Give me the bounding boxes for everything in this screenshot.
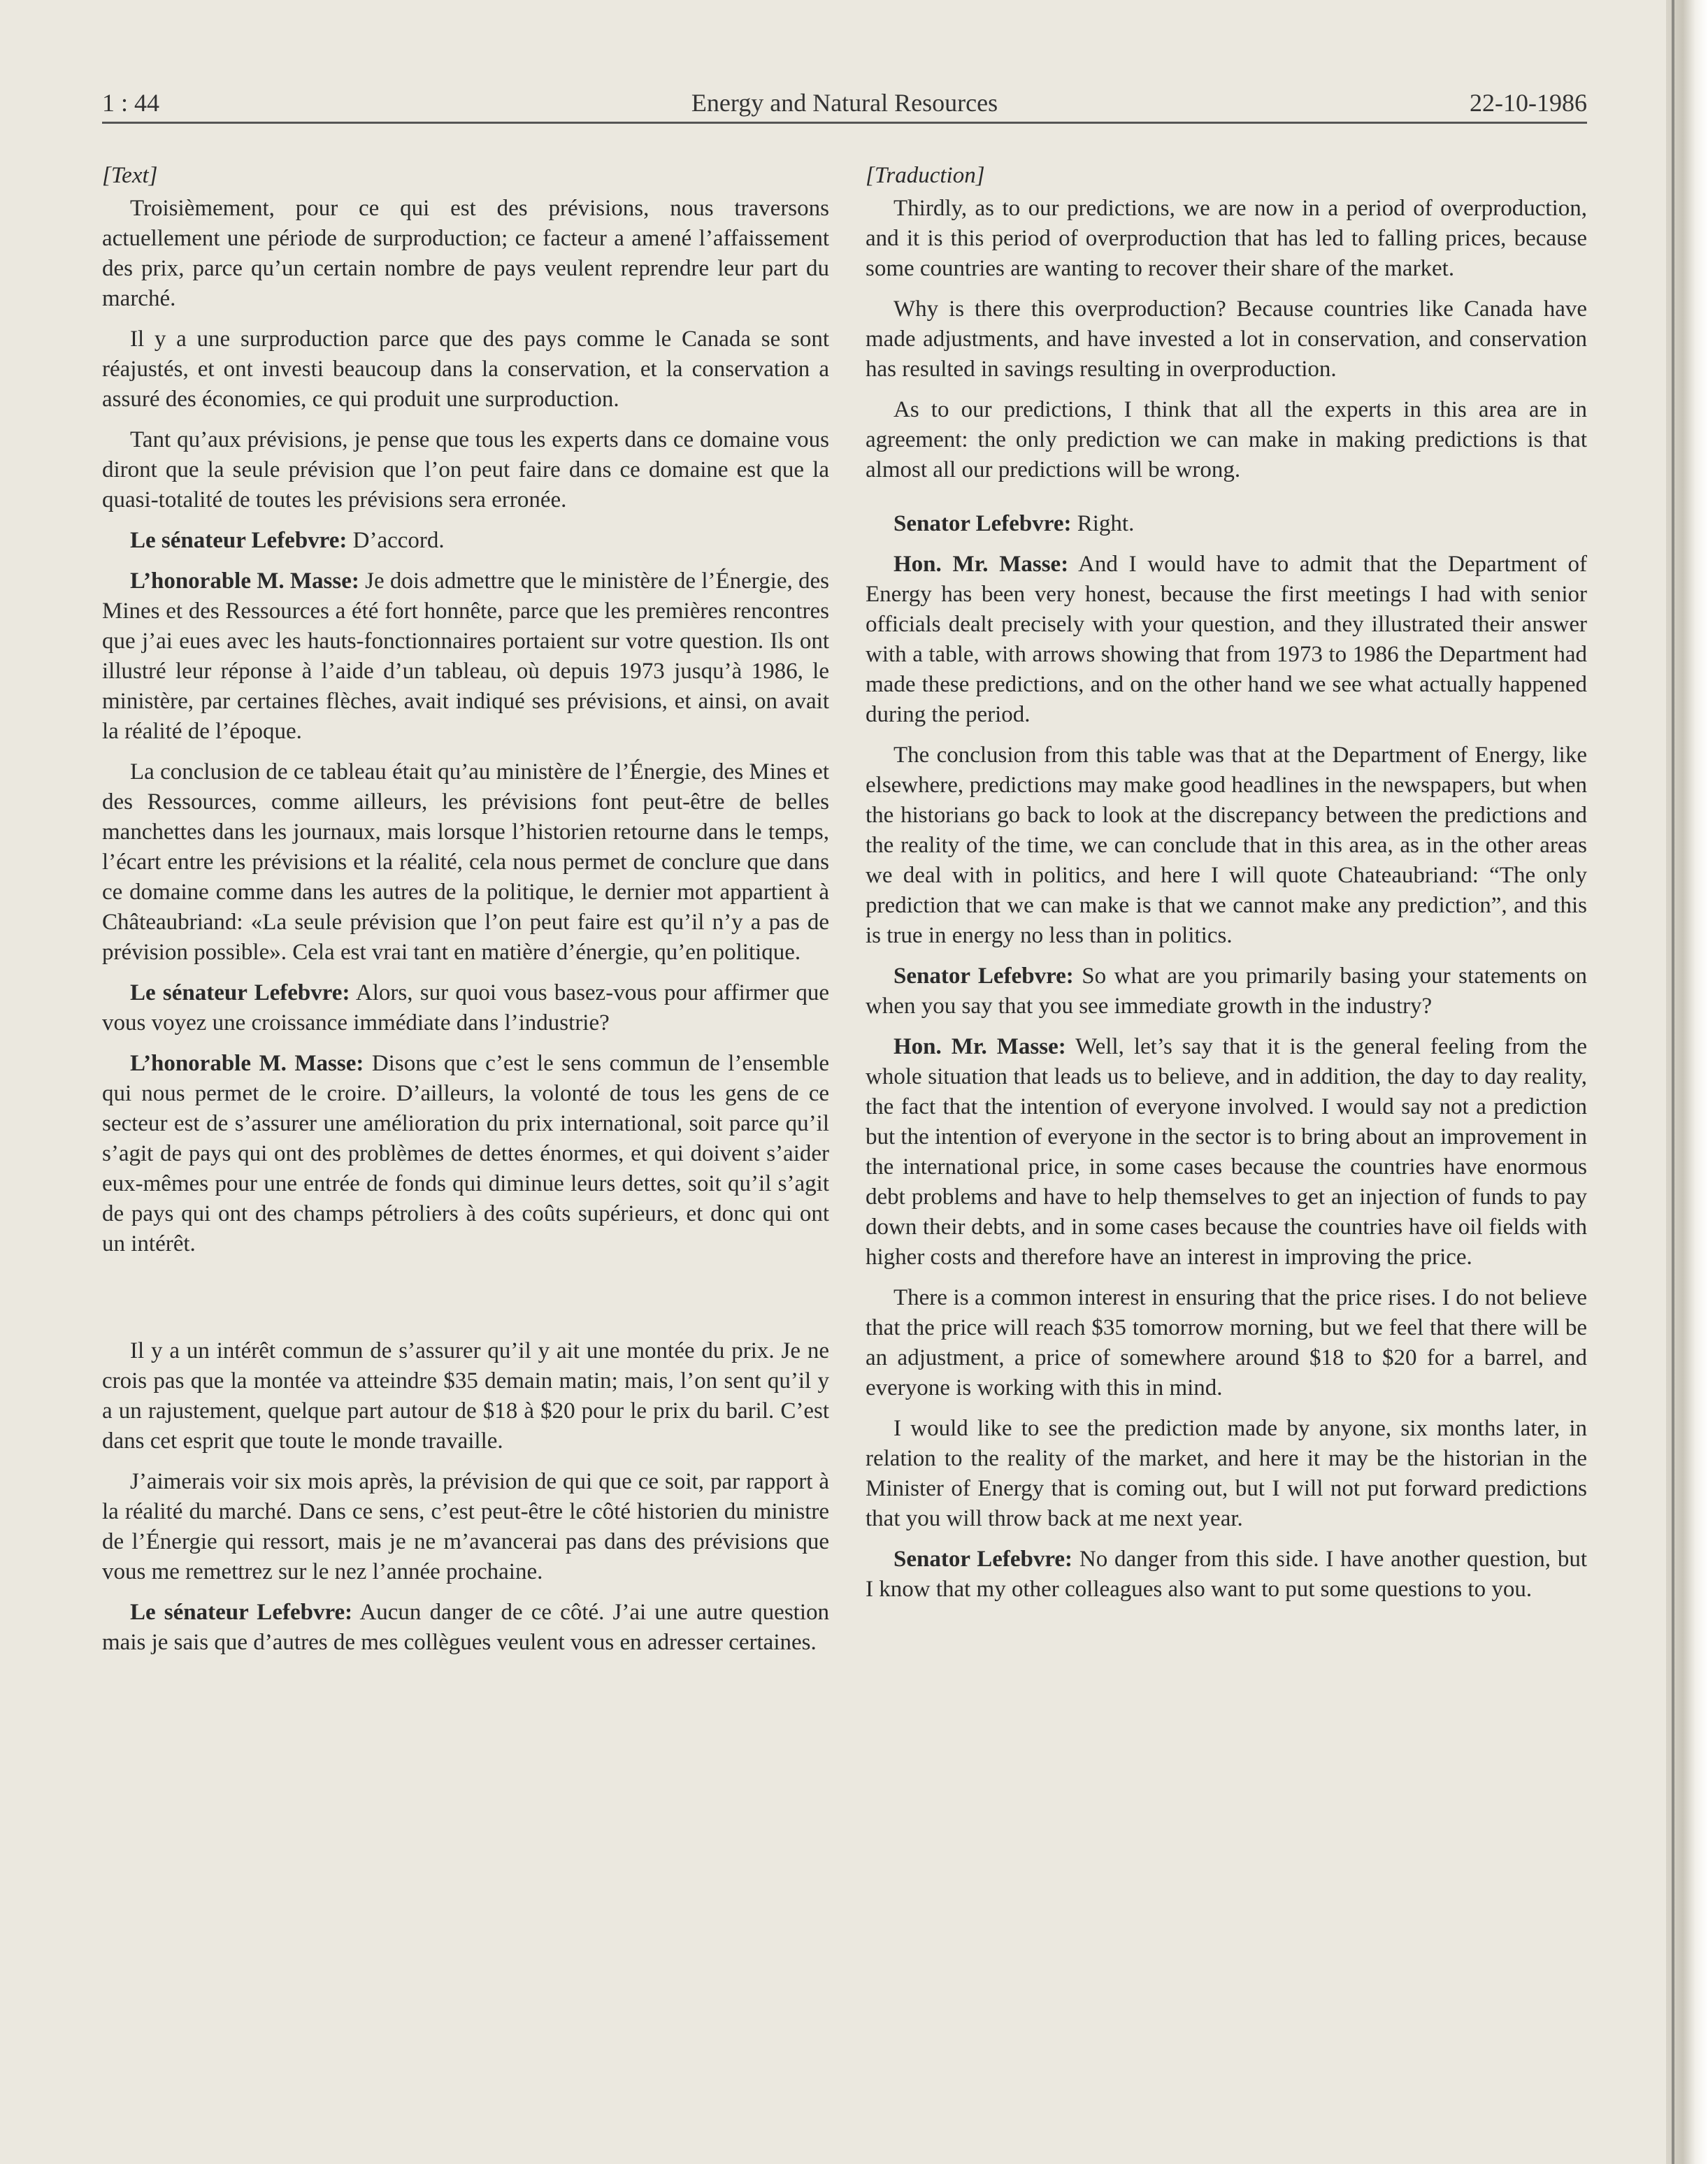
paragraph: La conclusion de ce tableau était qu’au ministère de l’Énergie, des Mines et des Ressources, comme ailleurs, les prévisions font peut-être de belles manchettes dans les journaux, mais lorsque l’historien retourne dans le temps, l’écart entre les prévisions et la réalité, cela nous permet de conclure que dans ce domaine comme dans les autres de la politique, le dernier mot appartient à Châteaubriand: «La seule prévision que l’on peut faire est qu’il n’y a pas de prévision possible». Cela est vrai tant en matière d’énergie, qu’en politique. <box>102 759 829 965</box>
page-header <box>102 83 1587 124</box>
paragraph: I would like to see the prediction made by anyone, six months later, in relation to the reality of the market, and here it may be the historian in the Minister of Energy that is coming out, but I will not put forward predictions that you will throw back at me next year. <box>866 1416 1587 1531</box>
speech-text: D’accord. <box>347 528 445 553</box>
speaker-name: Senator Lefebvre: <box>894 1547 1073 1572</box>
paragraph <box>102 1049 829 1259</box>
speaker-name: Senator Lefebvre: <box>894 963 1074 989</box>
paragraph: Why is there this overproduction? Because countries like Canada have made adjustments, and have invested a lot in conservation, and conservation has resulted in savings resulting in overproduction. <box>866 296 1587 382</box>
speaker-name: L’honorable M. Masse: <box>130 1051 364 1076</box>
header-rule <box>102 122 1587 124</box>
paragraph <box>866 961 1587 1022</box>
page-edge-line <box>1672 0 1674 2164</box>
speech-text: Alors, sur quoi vous basez-vous pour affirmer que vous voyez une croissance immédiate dans l’industrie? <box>102 980 829 1036</box>
speaker-name: Le sénateur Lefebvre: <box>130 980 350 1005</box>
paragraph <box>866 1545 1587 1605</box>
speech-text: Aucun danger de ce côté. J’ai une autre question mais je sais que d’autres de mes collègues veulent vous en adresser certaines. <box>102 1600 829 1655</box>
committee-title: Energy and Natural Resources <box>691 89 998 117</box>
paragraph <box>866 509 1587 539</box>
speech-text: And I would have to admit that the Department of Energy has been very honest, because the first meetings I had with senior officials dealt precisely with your question, and they illustrated their answer with a table, with arrows showing that from 1973 to 1986 the Department had made these predictions, and on the other hand we see what actually happened during the period. <box>866 552 1587 727</box>
text-marker: [Text] <box>102 163 158 188</box>
speech-text: No danger from this side. I have another question, but I know that my other colleagues also want to put some questions to you. <box>866 1547 1587 1602</box>
paragraph <box>102 526 829 556</box>
paragraph <box>102 978 829 1038</box>
sitting-date: 22-10-1986 <box>1470 89 1587 117</box>
paragraph: There is a common interest in ensuring that the price rises. I do not believe that the price will reach $35 tomorrow morning, but we feel that there will be an adjustment, a price of somewhere around $18 to $20 for a barrel, and everyone is working with this in mind. <box>866 1285 1587 1400</box>
paragraph <box>102 1598 829 1658</box>
speech-text: Right. <box>1071 511 1135 536</box>
english-column <box>866 161 1587 1615</box>
speaker-name: Hon. Mr. Masse: <box>894 552 1069 577</box>
paragraph: Il y a une surproduction parce que des pays comme le Canada se sont réajustés, et ont investi beaucoup dans la conservation, et la conservation a assuré des économies, ce qui produit une surproduction. <box>102 327 829 412</box>
speaker-name: Hon. Mr. Masse: <box>894 1034 1066 1059</box>
paragraph: Il y a un intérêt commun de s’assurer qu’il y ait une montée du prix. Je ne crois pas que la montée va atteindre $35 demain matin; mais, l’on sent qu’il y a un rajustement, quelque part autour de $18 à $20 pour le prix du baril. C’est dans cet esprit que toute le monde travaille. <box>102 1338 829 1454</box>
paragraph: As to our predictions, I think that all the experts in this area are in agreement: the only prediction we can make in making predictions is that almost all our predictions will be wrong. <box>866 397 1587 482</box>
translation-marker: [Traduction] <box>866 163 985 188</box>
paragraph <box>866 1032 1587 1273</box>
speech-text: So what are you primarily basing your statements on when you say that you see immediate growth in the industry? <box>866 963 1588 1019</box>
speaker-name: Senator Lefebvre: <box>894 511 1072 536</box>
paragraph: Troisièmement, pour ce qui est des prévisions, nous traversons actuellement une période de surproduction; ce facteur a amené l’affaissement des prix, parce qu’un certain nombre de pays veulent reprendre leur part du marché. <box>102 196 829 311</box>
paragraph: Tant qu’aux prévisions, je pense que tous les experts dans ce domaine vous diront que la seule prévision que l’on peut faire dans ce domaine est que la quasi-totalité de toutes les prévisions sera erronée. <box>102 427 829 513</box>
speaker-name: Le sénateur Lefebvre: <box>130 1600 353 1625</box>
paragraph <box>102 566 829 747</box>
french-column <box>102 161 829 1668</box>
speech-text: Je dois admettre que le ministère de l’Énergie, des Mines et des Ressources a été fort honnête, parce que les premières rencontres que j’ai eues avec les hauts-fonctionnaires portaient sur votre question. Ils ont illustré leur réponse à l’aide d’un tableau, où depuis 1973 jusqu’à 1986, le ministère, par certaines flèches, avait indiqué ses prévisions, et ainsi, on avait la réalité de l’époque. <box>102 568 829 744</box>
speech-text: Disons que c’est le sens commun de l’ensemble qui nous permet de le croire. D’ailleurs, la volonté de tous les gens de ce secteur est de s’assurer une amélioration du prix international, soit parce qu’il s’agit de pays qui ont des problèmes de dettes énormes, et qui doivent s’aider eux-mêmes pour une entrée de fonds qui diminue leurs dettes, soit qu’il s’agit de pays qui ont des champs pétroliers à des coûts supérieurs, et donc qui ont un intérêt. <box>102 1051 830 1256</box>
paragraph: Thirdly, as to our predictions, we are now in a period of overproduction, and it is this period of overproduction that has led to falling prices, because some countries are wanting to recover their share of the market. <box>866 196 1587 281</box>
paragraph: J’aimerais voir six mois après, la prévision de qui que ce soit, par rapport à la réalité du marché. Dans ce sens, c’est peut-être le côté historien du ministre de l’Énergie qui ressort, mais je ne m’avancerai pas dans des prévisions que vous me remettrez sur le nez l’année prochaine. <box>102 1469 829 1584</box>
speech-text: Well, let’s say that it is the general feeling from the whole situation that leads us to believe, and in addition, the day to day reality, the fact that the intention of everyone involved. I would say not a prediction but the intention of everyone in the sector is to bring about an improvement in the international price, in some cases because the countries have enormous debt problems and have to help themselves to get an injection of funds to pay down their debts, and in some cases because the countries have oil fields with higher costs and therefore have an interest in improving the price. <box>866 1034 1587 1270</box>
paragraph: The conclusion from this table was that at the Department of Energy, like elsewhere, predictions may make good headlines in the newspapers, but when the historians go back to look at the discrepancy between the predictions and the reality of the time, we can conclude that in this area, as in the other areas we deal with in politics, and here I will quote Chateaubriand: “The only prediction that we can make is that we cannot make any prediction”, and this is true in energy no less than in politics. <box>866 743 1587 948</box>
paragraph <box>866 550 1587 730</box>
page-number: 1 : 44 <box>102 89 160 117</box>
speaker-name: Le sénateur Lefebvre: <box>130 528 347 553</box>
speaker-name: L’honorable M. Masse: <box>130 568 359 594</box>
